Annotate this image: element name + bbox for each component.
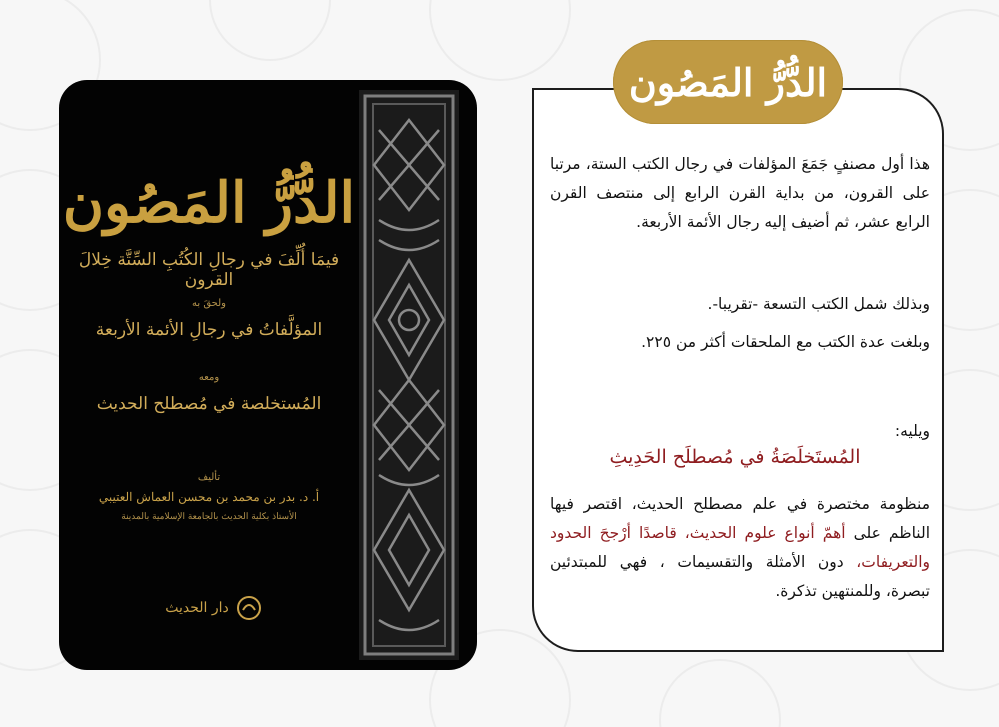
cover-title: الدُّرُّ المَصُون [62, 170, 356, 236]
cover-part-3: المُستخلصة في مُصطلح الحديث [96, 394, 322, 414]
intro-text: هذا أول مصنفٍ جَمَعَ المؤلفات في رجال الكتب الستة، مرتبا على القرون، من بداية القرن الرابع إلى منتصف القرن الرابع عشر، ثم أضيف إليه رجال الأئمة الأربعة. [550, 155, 930, 231]
publisher-logo [159, 590, 269, 626]
appendix-text-end: دون الأمثلة والتقسيمات ، فهي للمبتدئين تبصرة، وللمنتهين تذكرة. [550, 553, 930, 600]
publisher-name: دار الحديث [165, 600, 229, 616]
cover-author-label: تأليف [197, 472, 221, 483]
cover-subtitle: فيمَا أُلِّفَ في رجالِ الكُتُبِ السِّتَّة خِلالَ القرون [78, 250, 340, 290]
books-count-line: وبلغت عدة الكتب مع الملحقات أكثر من ٢٢٥. [641, 333, 930, 351]
cover-connector-2: ومعه [198, 372, 220, 383]
appendix-title: المُستَخلَصَةُ في مُصطلَح الحَدِيثِ [609, 446, 861, 468]
title-badge [613, 40, 843, 124]
spine-ornament [359, 90, 459, 660]
cover-part-2: المؤلَّفاتُ في رجالِ الأئمة الأربعة [95, 320, 323, 340]
cover-connector-1: ولحقَ به [192, 298, 226, 309]
publisher-emblem-icon [235, 594, 263, 622]
appendix-description [550, 490, 930, 606]
nine-books-line: وبذلك شمل الكتب التسعة -تقريبا-. [707, 295, 930, 313]
badge-title: الدُّرُّ المَصُون [628, 59, 828, 105]
followed-by-label: ويليه: [894, 422, 930, 440]
cover-author-name: أ. د. بدر بن محمد بن محسن العماش العتيبي [98, 490, 320, 504]
intro-paragraph [550, 150, 930, 237]
cover-author-title: الأستاذ بكلية الحديث بالجامعة الإسلامية بالمدينة [121, 512, 297, 522]
appendix-text-highlight: أهمّ أنواع علوم الحديث، قاصدًا أرْجحَ الحدود والتعريفات، [550, 524, 930, 571]
book-cover [59, 80, 477, 670]
appendix-text-start: منظومة مختصرة في علم مصطلح الحديث، اقتصر فيها الناظم على [550, 495, 931, 542]
